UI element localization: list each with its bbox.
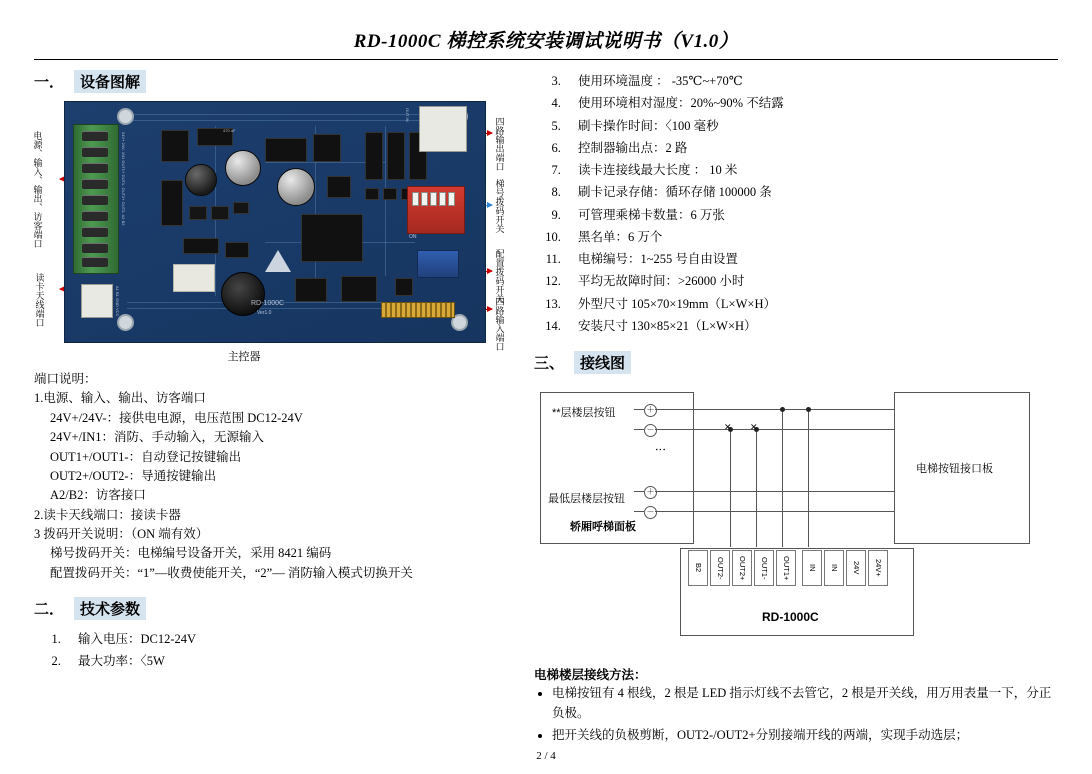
section-two-number: 二．: [34, 602, 65, 619]
spec-item: 12. 平均无故障时间：>26000 小时: [564, 270, 1058, 292]
top-button-plus: ＋: [644, 404, 657, 417]
spec-item: 14. 安装尺寸 130×85×21（L×W×H）: [564, 315, 1058, 337]
spec-item: 2. 最大功率：〈5W: [64, 650, 520, 672]
pcb-board-image: 24V+ 24V- 1N1 OUT1+ OUT1- OUT2+ OUT2- A2 B2 A1 B1 GND VCC 470 uF RD-1000C Ver1.0 OUT IN ON: [64, 101, 486, 343]
logo-icon: [265, 250, 291, 272]
silk-capacitor-label: 470 uF: [223, 128, 236, 133]
two-column-layout: [0, 60, 1092, 747]
silk-board-version: Ver1.0: [257, 310, 272, 316]
port-description: [34, 370, 520, 583]
document-title: RD-1000C 梯控系统安装调试说明书（V1.0）: [353, 31, 739, 52]
interface-board-label: 电梯按钮接口板: [916, 463, 993, 475]
silk-board-name: RD-1000C: [251, 300, 285, 307]
port-heading: 端口说明：: [34, 372, 97, 386]
spec-item: 3. 使用环境温度 ： -35℃~+70℃: [564, 70, 1058, 92]
port-line-2: 24V+/24V-：接供电电源，电压范围 DC12-24V: [50, 410, 303, 425]
port-line-10: 配置拨码开关：“1”—收费使能开关，“2”— 消防输入模式切换开关: [50, 565, 413, 580]
bottom-button-label: 最低层楼层按钮: [548, 493, 625, 505]
callout-right-low-text: 配置拨码开关: [494, 249, 505, 303]
bottom-button-plus: ＋: [644, 486, 657, 499]
section-one-title: 设备图解: [74, 70, 146, 93]
section-two-header: [34, 597, 520, 620]
callout-right-mid: [494, 179, 503, 235]
port-line-1: 1.电源、输入、输出、访客端口: [34, 391, 206, 406]
section-one-number: 一．: [34, 75, 65, 91]
wiring-diagram: 轿厢呼梯面板 **层楼层按钮 ＋ － 最低层楼层按钮 ＋ － ⋮ 电梯按钮接口板 ✕ ✕ RD-1000C B2 OUT2- OUT2+ OUT1- OUT1+ IN IN 24V 24V+: [534, 382, 1034, 657]
terminal: OUT1+: [776, 550, 796, 586]
silk-output-label: OUT IN: [405, 108, 410, 122]
controller-label: RD-1000C: [762, 610, 819, 624]
terminal: OUT2+: [732, 550, 752, 586]
port-line-5: OUT2+/OUT2-：导通按键输出: [50, 468, 217, 483]
terminal: 24V: [846, 550, 866, 586]
terminal: OUT1-: [754, 550, 774, 586]
callout-left-bottom-text: 读卡天线端口: [34, 273, 45, 327]
top-button-label: **层楼层按钮: [552, 407, 616, 419]
callout-right-mid-text: 梯号拨码开关: [494, 179, 505, 233]
section-three-title: 接线图: [574, 351, 631, 374]
wiring-note: • 电梯按钮有 4 根线，2 根是 LED 指示灯线不去管它，2 根是开关线，用万用表量一下，分正负极。: [552, 683, 1058, 723]
spec-list-right: [534, 70, 1058, 337]
dip-switch-red[interactable]: [407, 186, 465, 234]
silk-small-connector: A1 B1 GND VCC: [115, 286, 120, 317]
terminal: 24V+: [868, 550, 888, 586]
callout-left-top-text: 电源、输入、输出、访客端口: [32, 131, 43, 248]
terminal: IN: [802, 550, 822, 586]
callout-right-top-text: 四路输出端口: [494, 117, 505, 171]
top-button-minus: －: [644, 424, 657, 437]
spec-item: 11. 电梯编号：1~255 号自由设置: [564, 248, 1058, 270]
page-number: 2 / 4: [536, 750, 556, 762]
spec-item: 5. 刷卡操作时间：〈100 毫秒: [564, 115, 1058, 137]
terminal: OUT2-: [710, 550, 730, 586]
section-three-number: 三、: [534, 356, 565, 372]
port-line-7: 2.读卡天线端口：接读卡器: [34, 507, 181, 522]
wiring-notes-title: 电梯楼层接线方法：: [534, 668, 647, 682]
bottom-button-minus: －: [644, 506, 657, 519]
wiring-note: • 把开关线的负极剪断，OUT2-/OUT2+分别接端开线的两端，实现手动选层；: [552, 725, 1058, 745]
callout-right-bottom: [494, 297, 503, 353]
terminal: IN: [824, 550, 844, 586]
spec-item: 8. 刷卡记录存储：循环存储 100000 条: [564, 181, 1058, 203]
board-illustration: [32, 101, 505, 351]
port-line-9: 梯号拨码开关：电梯编号设备开关，采用 8421 编码: [50, 546, 332, 561]
section-two-title: 技术参数: [74, 597, 146, 620]
car-panel-label: 轿厢呼梯面板: [570, 521, 636, 533]
port-line-3: 24V+/IN1：消防、手动输入，无源输入: [50, 430, 264, 445]
section-three-header: [534, 351, 1058, 374]
spec-item: 10. 黑名单：6 万个: [564, 226, 1058, 248]
spec-item: 4. 使用环境相对湿度：20%~90% 不结露: [564, 92, 1058, 114]
section-one-header: [34, 70, 520, 93]
spec-list-left: [34, 628, 520, 673]
spec-item: 9. 可管理乘梯卡数量：6 万张: [564, 204, 1058, 226]
callout-left-top: [32, 131, 58, 250]
left-column: [34, 70, 534, 747]
input-pin-header: [381, 302, 455, 318]
output-connector: [419, 106, 467, 152]
port-line-6: A2/B2：访客接口: [50, 488, 146, 503]
callout-left-bottom: [34, 273, 56, 329]
callout-right-top: [494, 117, 503, 173]
callout-right-bottom-text: 四路输入端口: [494, 297, 505, 351]
figure-caption: 主控器: [227, 351, 261, 363]
antenna-connector: [81, 284, 113, 318]
silk-left-connector: 24V+ 24V- 1N1 OUT1+ OUT1- OUT2+ OUT2- A2 B2: [121, 132, 126, 226]
wiring-notes-list: [534, 683, 1058, 745]
spec-item: 7. 读卡连接线最大长度 ： 10 米: [564, 159, 1058, 181]
right-column: [534, 70, 1058, 747]
port-line-8: 3 拨码开关说明：（ON 端有效）: [34, 527, 209, 541]
terminal: B2: [688, 550, 708, 586]
spec-item: 6. 控制器输出点：2 路: [564, 137, 1058, 159]
spec-item: 1. 输入电压：DC12-24V: [64, 628, 520, 650]
green-terminal-block: [73, 124, 119, 274]
port-line-4: OUT1+/OUT1-：自动登记按键输出: [50, 449, 242, 464]
dip-switch-blue[interactable]: [417, 250, 459, 278]
spec-item: 13. 外型尺寸 105×70×19mm（L×W×H）: [564, 293, 1058, 315]
